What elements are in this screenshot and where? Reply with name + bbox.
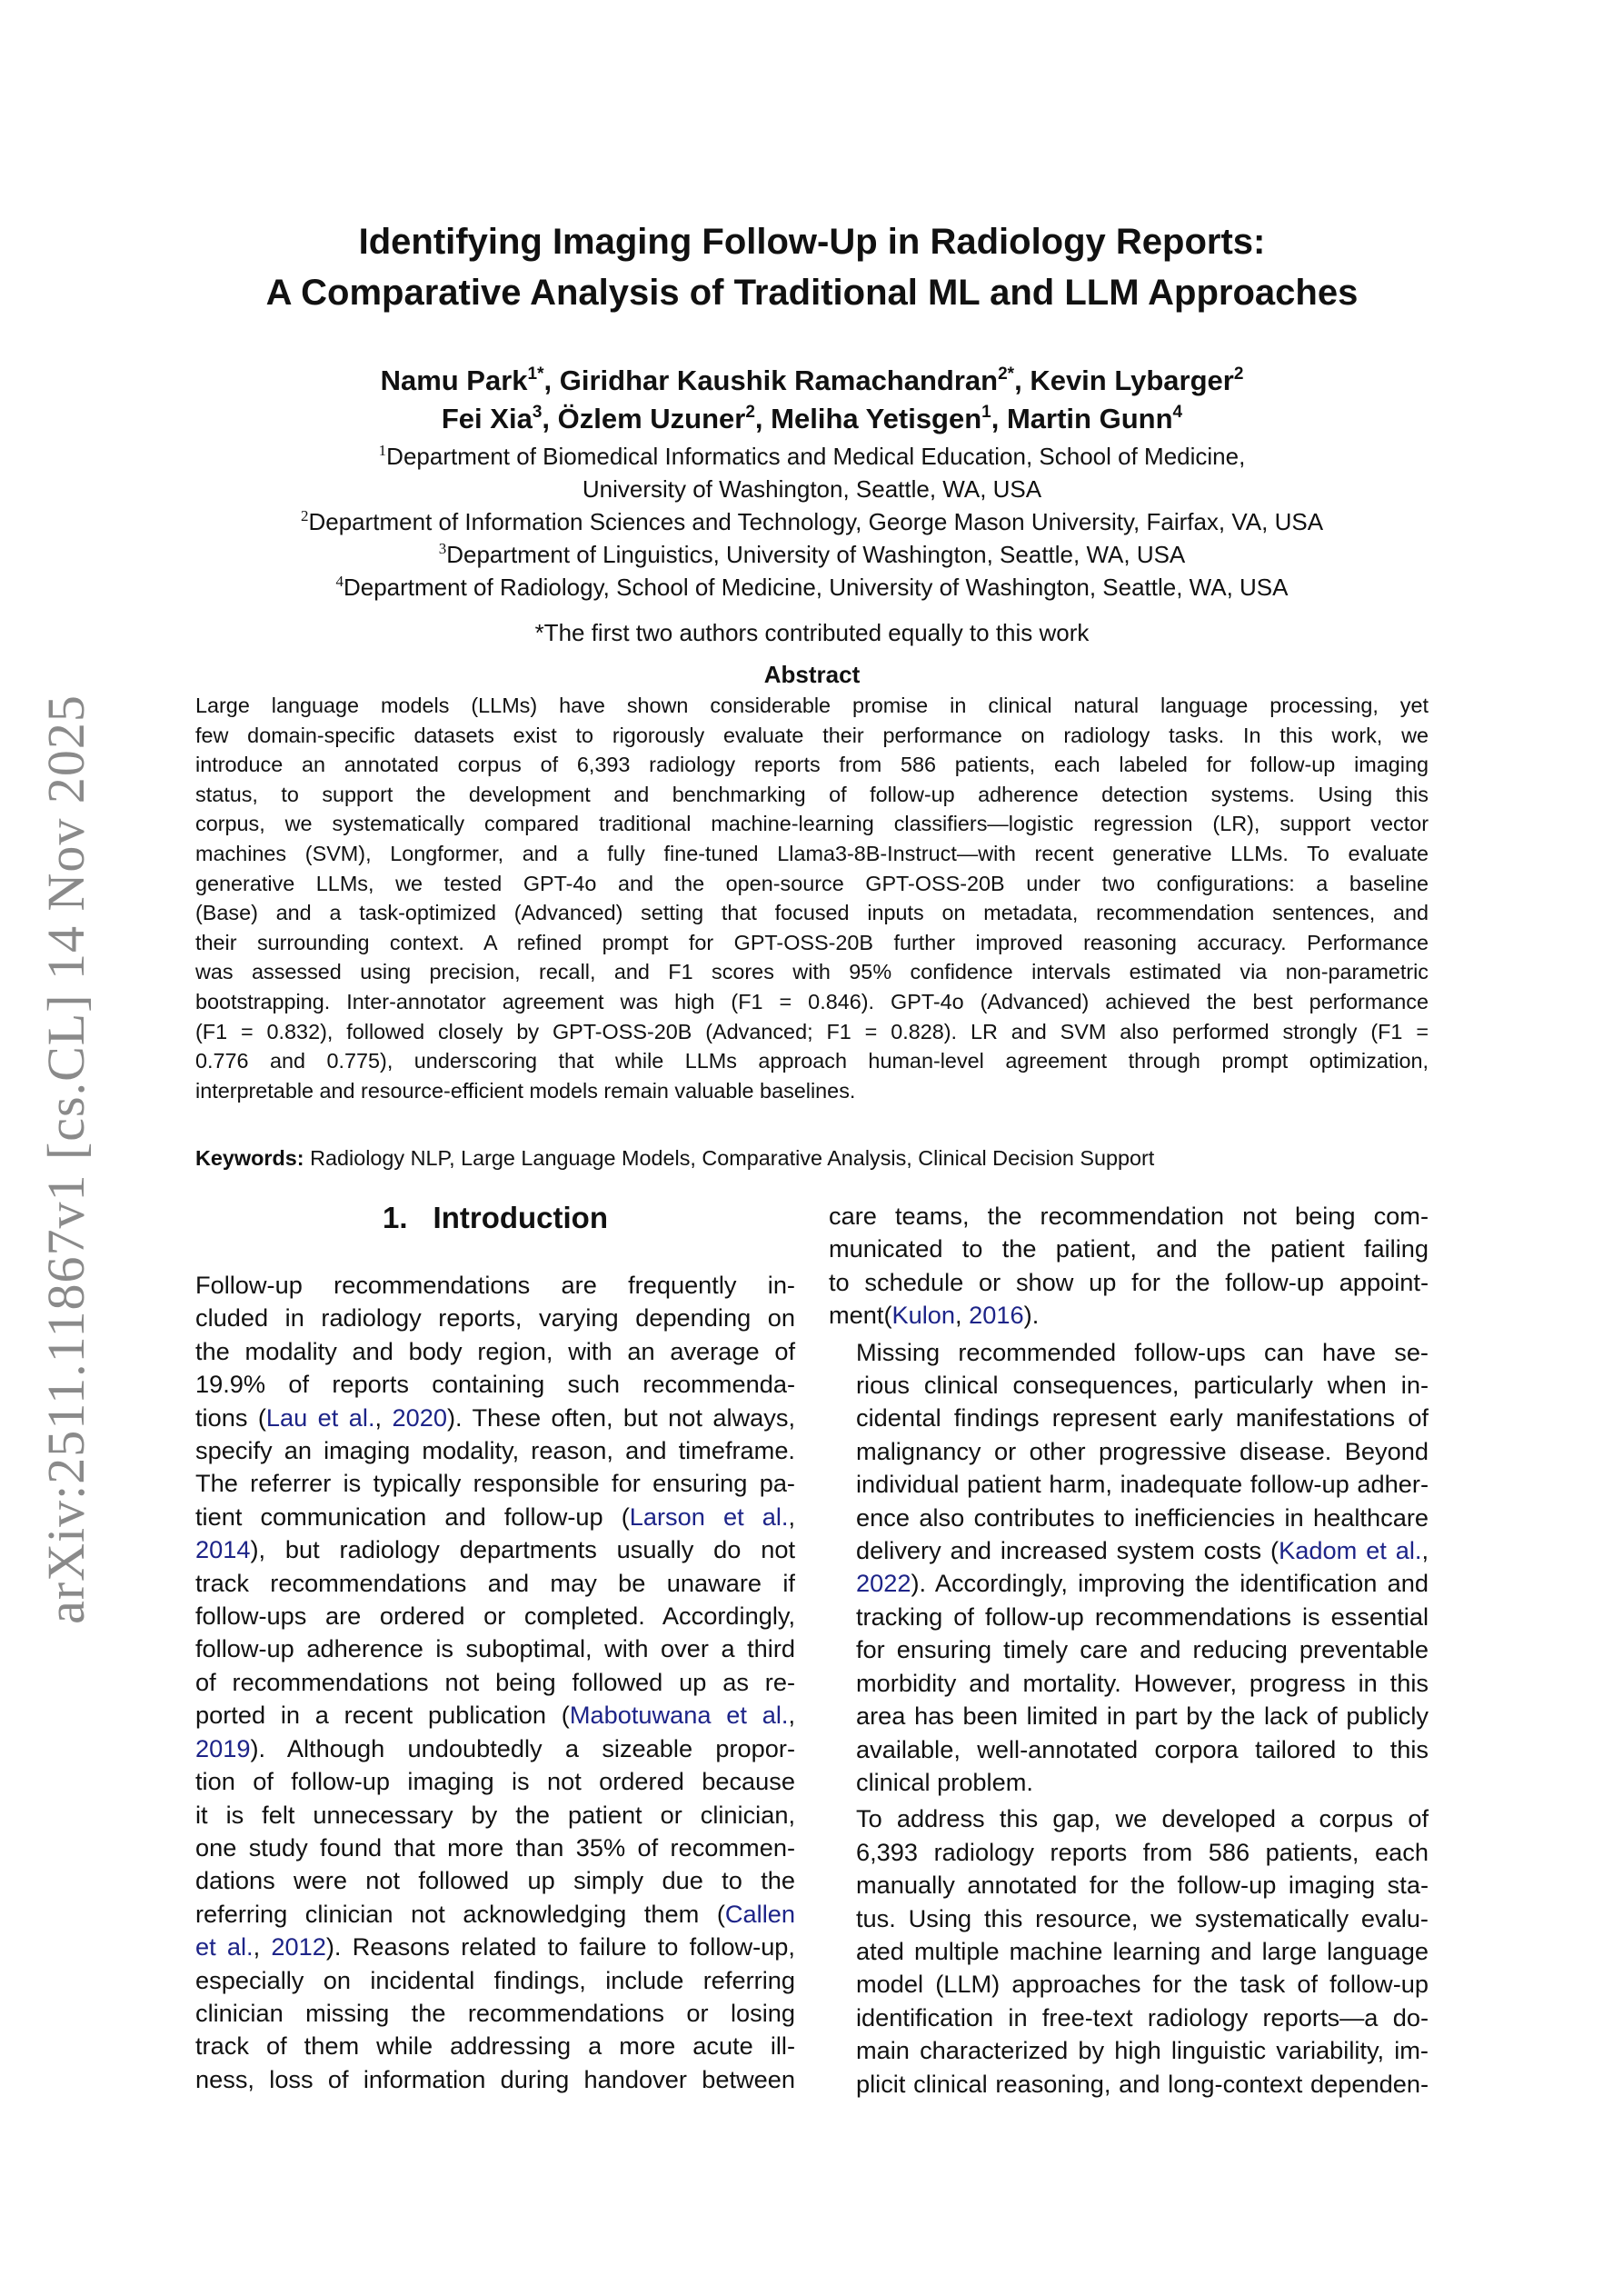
text-line [829,1601,1429,1633]
text-line [195,1832,795,1864]
text-segment: ), but radiology departments usually do not [250,1535,795,1564]
text-line [195,898,1429,928]
text-line [829,1935,1429,1968]
affiliation-3 [195,538,1429,571]
text-line [195,1269,795,1302]
text-segment: was assessed using precision, recall, and F1 scores with 95% confidence intervals estimated via non-parametric [195,960,1429,984]
text-line [829,1968,1429,2001]
text-line [829,1902,1429,1935]
text-line [829,1534,1429,1567]
text-segment: identification in free-text radiology reports—a do- [856,2002,1429,2031]
text-line [829,1700,1429,1732]
intro-paragraph-2 [829,1200,1429,1333]
text-line [829,1836,1429,1869]
author-affiliation-marker: 2* [998,364,1015,384]
text-segment: rious clinical consequences, particularly when in- [856,1371,1429,1400]
text-segment: (F1 = 0.832), followed closely by GPT-OSS-20B (Advanced; F1 = 0.828). LR and SVM also performed strongly (F1 = [195,1019,1429,1043]
text-segment: tions ( [195,1403,266,1432]
text-line [829,1733,1429,1766]
author-name: Meliha Yetisgen [771,403,982,434]
text-line [195,809,1429,839]
text-segment: one study found that more than 35% of recommen- [195,1832,795,1862]
text-line [829,1468,1429,1501]
text-line [195,928,1429,958]
text-line [829,1766,1429,1799]
text-segment: cluded in radiology reports, varying depending on [195,1303,795,1333]
text-segment: follow-up adherence is suboptimal, with over a third [195,1634,795,1663]
author-name: Giridhar Kaushik Ramachandran [559,364,999,396]
paper-title-line-2: A Comparative Analysis of Traditional ML and LLM Approaches [265,273,1359,313]
text-segment: tient communication and follow-up ( [195,1502,630,1531]
text-segment: care teams, the recommendation not being com- [829,1202,1429,1230]
citation-link[interactable]: Callen [724,1899,795,1928]
text-segment: , [374,1403,393,1432]
text-segment: 0.776 and 0.775), underscoring that while LLMs approach human-level agreement through prompt optimization, [195,1049,1429,1073]
author-affiliation-marker: 1 [981,403,991,422]
arxiv-identifier-stamp [20,668,111,1650]
paper-title-line-1: Identifying Imaging Follow-Up in Radiology Reports: [358,222,1266,262]
text-line [195,1666,795,1699]
affiliation-4 [195,571,1429,604]
affiliation-text: Department of Information Sciences and Technology, George Mason University, Fairfax, VA, USA [308,508,1324,535]
author-separator: , [543,364,560,396]
text-segment: it is felt unnecessary by the patient or clinician, [195,1800,795,1829]
text-line [829,1200,1429,1233]
intro-paragraph-3 [829,1336,1429,1800]
text-segment: Follow-up recommendations are frequently in- [195,1271,795,1299]
text-segment: Large language models (LLMs) have shown considerable promise in clinical natural language processing, yet [195,694,1429,717]
text-line [195,1997,795,2030]
text-segment: track recommendations and may be unaware if [195,1568,795,1597]
text-line [829,1299,1429,1332]
text-line [195,1533,795,1566]
affiliation-marker: 1 [378,442,387,459]
author-line-2 [195,400,1429,438]
affiliation-1 [195,440,1429,473]
text-line [195,1302,795,1334]
author-affiliation-marker: 1* [527,364,544,384]
author-affiliation-marker: 2 [1233,364,1244,384]
text-segment: , [253,1932,272,1962]
text-segment: ence also contributes to inefficiencies in healthcare [856,1502,1429,1532]
text-line [195,1017,1429,1047]
affiliation-marker: 4 [335,573,344,590]
abstract-heading: Abstract [763,661,861,688]
text-line [195,1964,795,1997]
text-segment: generative LLMs, we tested GPT-4o and the open-source GPT-OSS-20B under two configurations: a baseline [195,871,1429,895]
text-line [195,1931,795,1963]
affiliation-2 [195,505,1429,538]
text-segment: ated multiple machine learning and large language [856,1936,1429,1965]
keywords [195,1143,1429,1173]
text-segment: 6,393 radiology reports from 586 patients, each [856,1837,1429,1866]
text-line [195,1434,795,1467]
text-segment: dations were not followed up simply due to the [195,1866,795,1895]
text-segment: interpretable and resource-efficient models remain valuable baselines. [195,1078,856,1103]
text-line [829,1402,1429,1434]
text-segment: machines (SVM), Longformer, and a fully fine-tuned Llama3-8B-Instruct—with recent generative LLMs. To evaluate [195,841,1429,865]
citation-link[interactable]: Kadom et al. [1279,1536,1422,1565]
text-line [195,1632,795,1665]
author-list [195,362,1429,438]
text-segment: malignancy or other progressive disease. Beyond [856,1436,1429,1465]
text-segment: manually annotated for the follow-up imaging sta- [856,1871,1429,1900]
text-segment: clinician missing the recommendations or losing [195,1998,795,2027]
author-separator: , [754,403,772,434]
text-line [829,1802,1429,1835]
text-line [195,987,1429,1017]
text-line [195,1467,795,1500]
text-line [195,1699,795,1732]
citation-link[interactable]: Kulon [891,1301,956,1330]
text-segment: tion of follow-up imaging is not ordered because [195,1767,795,1796]
text-segment: To address this gap, we developed a corpus of [856,1804,1429,1833]
affiliation-list [195,440,1429,604]
author-name: Fei Xia [441,403,533,434]
text-segment: tracking of follow-up recommendations is essential [856,1602,1429,1631]
text-line [829,1233,1429,1265]
text-segment: status, to support the development and benchmarking of follow-up adherence detection systems. Using this [195,782,1429,806]
affiliation-1-continued: University of Washington, Seattle, WA, USA [582,475,1042,503]
text-line [195,1567,795,1600]
text-line [195,1501,795,1533]
text-line [195,1368,795,1401]
text-segment: of recommendations not being followed up as re- [195,1667,795,1696]
text-segment: individual patient harm, inadequate follow-up adher- [856,1470,1429,1499]
author-separator: , [991,403,1007,434]
text-segment: morbidity and mortality. However, progress in this [856,1668,1429,1697]
text-segment: tus. Using this resource, we systematically evalu- [856,1903,1429,1932]
text-segment: , [1421,1536,1429,1565]
text-segment: model (LLM) approaches for the task of follow-up [856,1970,1429,1999]
text-segment: the modality and body region, with an average of [195,1336,795,1365]
text-segment: for ensuring timely care and reducing preventable [856,1635,1429,1664]
author-affiliation-marker: 3 [532,403,543,422]
paper-title [195,216,1429,318]
author-name: Namu Park [380,364,528,396]
left-column [195,1200,795,2096]
text-line [829,1502,1429,1534]
text-line [829,1336,1429,1369]
citation-link[interactable]: 2019 [195,1733,251,1762]
text-segment: ness, loss of information during handover between [195,2064,795,2093]
text-segment: area has been limited in part by the lack of publicly [856,1702,1429,1731]
section-number: 1. [383,1201,408,1234]
text-segment: (Base) and a task-optimized (Advanced) setting that focused inputs on metadata, recommendation sentences, and [195,901,1429,925]
text-line [829,2002,1429,2034]
text-line [195,1402,795,1434]
text-segment: ). Accordingly, improving the identification and [911,1569,1429,1598]
abstract-body [195,691,1429,1105]
text-line [195,1898,795,1931]
citation-link[interactable]: Lau et al. [265,1403,375,1432]
affiliation-marker: 3 [438,540,447,557]
text-line [195,2063,795,2096]
text-line [829,1435,1429,1468]
text-line [195,839,1429,869]
text-line [195,780,1429,810]
text-segment: bootstrapping. Inter-annotator agreement was high (F1 = 0.846). GPT-4o (Advanced) achieved the best performance [195,989,1429,1013]
intro-paragraph-4 [829,1802,1429,2101]
keywords-label: Keywords: [195,1146,304,1170]
keywords-value: Radiology NLP, Large Language Models, Comparative Analysis, Clinical Decision Support [310,1146,1155,1170]
text-line [195,1765,795,1798]
right-column [829,1200,1429,2101]
affiliation-marker: 2 [300,507,309,524]
text-segment: introduce an annotated corpus of 6,393 radiology reports from 586 patients, each labeled for follow-up imaging [195,753,1429,777]
text-line [829,1266,1429,1299]
text-line [195,957,1429,987]
text-line [195,1799,795,1832]
text-line [829,1369,1429,1402]
text-line [195,1732,795,1765]
citation-link[interactable]: Mabotuwana et al. [569,1701,789,1730]
text-segment: especially on incidental findings, include referring [195,1965,795,1994]
text-segment: plicit clinical reasoning, and long-context dependen- [856,2069,1429,2098]
citation-link[interactable]: Larson et al. [629,1502,789,1531]
text-line [195,2030,795,2062]
text-line [195,1864,795,1897]
text-segment: municated to the patient, and the patient failing [829,1234,1429,1263]
text-segment: their surrounding context. A refined prompt for GPT-OSS-20B further improved reasoning accuracy. Performance [195,930,1429,954]
text-segment: available, well-annotated corpora tailored to this [856,1734,1429,1763]
text-line [829,2068,1429,2101]
author-name: Kevin Lybarger [1030,364,1234,396]
text-line [829,1869,1429,1902]
text-segment: 19.9% of reports containing such recommenda- [195,1370,795,1399]
text-segment: ment( [829,1301,892,1330]
text-line [195,869,1429,899]
text-segment: few domain-specific datasets exist to rigorously evaluate their performance on radiology tasks. In this work, we [195,723,1429,747]
affiliation-text: Department of Radiology, School of Medicine, University of Washington, Seattle, WA, USA [343,574,1289,601]
text-line [829,2034,1429,2067]
section-title: Introduction [433,1201,608,1234]
author-name: Martin Gunn [1006,403,1173,434]
text-segment: ). [1023,1301,1040,1330]
text-segment: ). Reasons related to failure to follow-up, [325,1932,795,1962]
citation-link[interactable]: 2016 [969,1301,1024,1330]
text-segment: delivery and increased system costs ( [856,1536,1279,1565]
citation-link[interactable]: 2020 [392,1403,447,1432]
text-segment: Missing recommended follow-ups can have se- [856,1337,1429,1366]
text-segment: ). These often, but not always, [446,1403,796,1432]
affiliation-text: Department of Biomedical Informatics and Medical Education, School of Medicine, [386,443,1246,470]
author-name: Özlem Uzuner [557,403,746,434]
text-segment: clinical problem. [856,1767,1033,1796]
text-segment: ). Although undoubtedly a sizeable propor- [250,1733,795,1762]
text-segment: track of them while addressing a more acute ill- [195,2031,795,2061]
arxiv-identifier-text: arXiv:2511.11867v1 [cs.CL] 14 Nov 2025 [35,694,95,1624]
text-segment: , [788,1502,795,1531]
text-segment: main characterized by high linguistic variability, im- [856,2036,1429,2065]
text-segment: , [955,1301,970,1330]
text-line [829,1567,1429,1600]
text-segment: , [788,1701,795,1730]
affiliation-text: Department of Linguistics, University of Washington, Seattle, WA, USA [446,541,1186,568]
author-affiliation-marker: 4 [1172,403,1183,422]
author-affiliation-marker: 2 [745,403,755,422]
text-segment: to schedule or show up for the follow-up appoint- [829,1267,1429,1296]
author-line-1 [195,362,1429,400]
text-line [195,1076,1429,1106]
text-line [195,1046,1429,1076]
text-segment: ported in a recent publication ( [195,1701,570,1730]
intro-paragraph-1 [195,1269,795,2096]
citation-link[interactable]: 2014 [195,1535,251,1564]
text-segment: cidental findings represent early manifestations of [856,1403,1429,1433]
author-separator: , [542,403,558,434]
text-line [829,1667,1429,1700]
citation-link[interactable]: et al. [195,1932,254,1962]
equal-contribution-note: *The first two authors contributed equally to this work [534,619,1090,646]
author-separator: , [1014,364,1031,396]
citation-link[interactable]: 2012 [271,1932,326,1962]
text-line [195,750,1429,780]
text-segment: The referrer is typically responsible for ensuring pa- [195,1469,795,1498]
text-line [195,721,1429,751]
text-segment: corpus, we systematically compared traditional machine-learning classifiers—logistic regression (LR), support vector [195,812,1429,836]
text-line [195,1600,795,1632]
citation-link[interactable]: 2022 [856,1569,911,1598]
text-segment: specify an imaging modality, reason, and timeframe. [195,1436,795,1465]
text-segment: follow-ups are ordered or completed. Accordingly, [195,1602,795,1631]
text-segment: referring clinician not acknowledging them ( [195,1899,725,1928]
text-line [195,1335,795,1368]
text-line [829,1633,1429,1666]
text-line [195,691,1429,721]
section-heading-introduction [195,1200,795,1236]
